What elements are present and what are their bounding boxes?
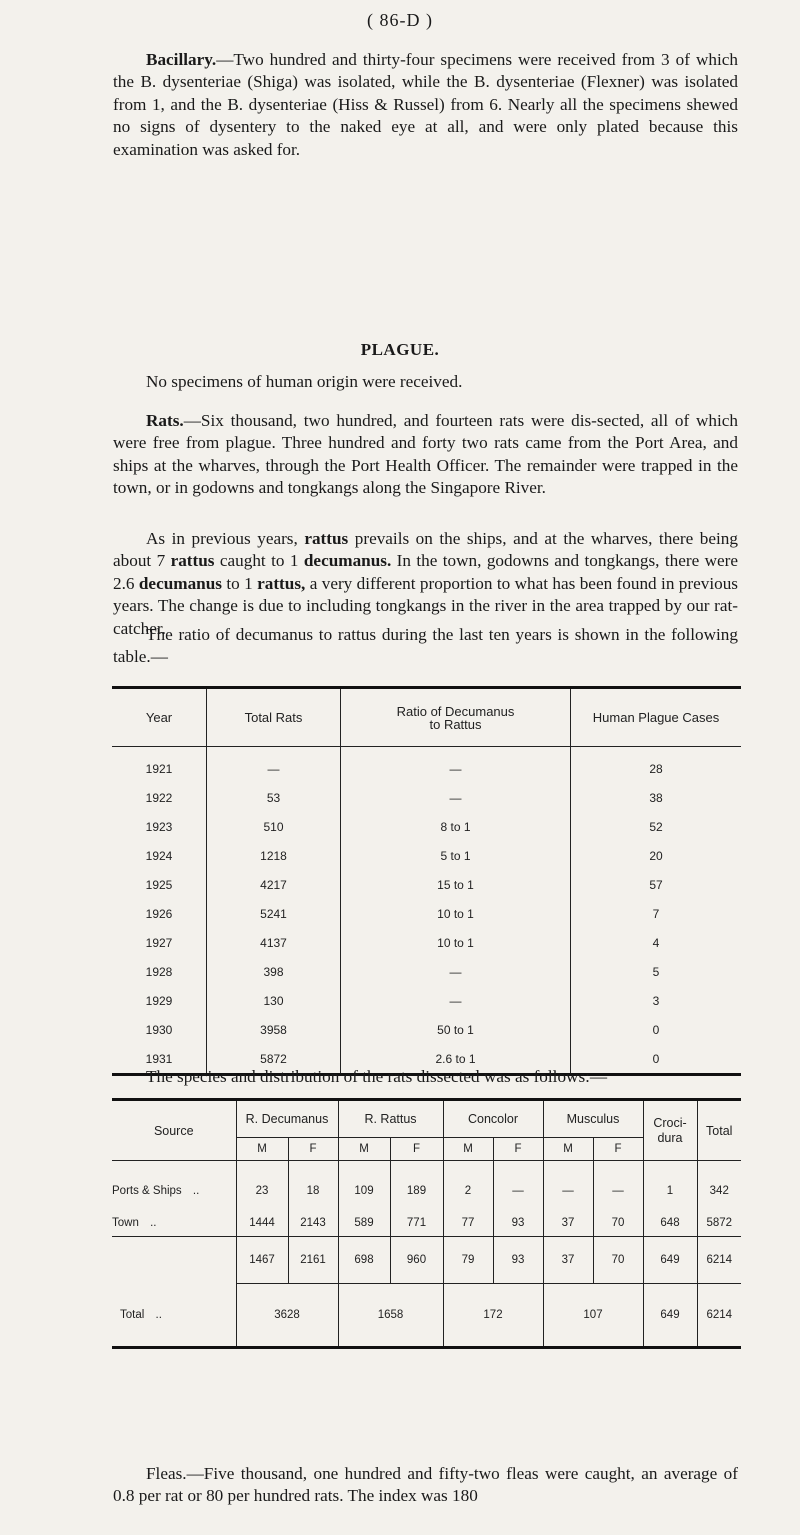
cell-total: 53 — [207, 783, 341, 812]
sub-m: M — [338, 1138, 390, 1161]
col-decumanus: R. Decumanus — [236, 1100, 338, 1138]
rats-label: Rats. — [146, 411, 184, 430]
cell-cases: 57 — [571, 870, 742, 899]
cell-ratio: 15 to 1 — [341, 870, 571, 899]
table-row — [112, 783, 741, 812]
cell-total: 130 — [207, 986, 341, 1015]
text-run: caught to 1 — [214, 551, 304, 571]
table-row — [112, 841, 741, 870]
table-row — [112, 1015, 741, 1044]
cell-subtotal: 1467 — [236, 1237, 288, 1284]
sub-m: M — [543, 1138, 593, 1161]
cell-total-rattus: 1658 — [338, 1284, 443, 1348]
leader-dots: .. — [150, 1217, 157, 1229]
cell-year: 1931 — [145, 1051, 173, 1066]
fleas-label: Fleas. — [146, 1464, 187, 1483]
cell-ratio: — — [341, 986, 571, 1015]
table-row — [112, 1161, 741, 1211]
col-year: Year — [112, 688, 207, 747]
ratio-intro-paragraph: The ratio of decumanus to rattus during the last ten years is shown in the following table.— — [113, 625, 738, 667]
no-specimens-paragraph: No specimens of human origin were received. — [146, 372, 463, 391]
page-number: ( 86-D ) — [367, 10, 433, 30]
table-row — [112, 870, 741, 899]
cell-cases: 4 — [571, 928, 742, 957]
table-row — [112, 986, 741, 1015]
leader-dots: .. — [155, 1308, 162, 1321]
plague-heading: PLAGUE. — [360, 340, 440, 359]
source-label: Ports & Ships — [112, 1185, 182, 1197]
rats-text: —Six thousand, two hundred, and fourteen rats were dis-sected, all of which were free from plague. Three hundred and forty two rats came from the Port Area, and ships at the wharves, through the Port Health Officer. The remainder were trapped in the town, or in godowns and tongkangs along the Singapore River. — [113, 411, 738, 498]
cell-cases: 20 — [571, 841, 742, 870]
cell-source — [112, 1161, 236, 1211]
bacillary-text: —Two hundred and thirty-four specimens were received from 3 of which the B. dysenteriae (Shiga) was isolated, while the B. dysenteriae (Flexner) was isolated from 1, and the B. dysenteriae (Hiss & Russel) from 6. Nearly all the specimens shewed no signs of dysentery to the naked eye at all, and were only plated because this examination was asked for. — [113, 50, 738, 159]
cell-total: 3958 — [207, 1015, 341, 1044]
sub-f: F — [493, 1138, 543, 1161]
col-crocidura-label: Croci-dura — [653, 1115, 687, 1145]
col-ratio — [341, 688, 571, 747]
term-rattus: rattus — [304, 529, 349, 548]
cell-total: 4137 — [207, 928, 341, 957]
cell-ratio: — — [341, 747, 571, 784]
cell-ratio: — — [341, 957, 571, 986]
cell-ratio: 2.6 to 1 — [341, 1044, 571, 1075]
sub-f: F — [390, 1138, 443, 1161]
cell-value: 189 — [390, 1161, 443, 1211]
cell-subtotal: 79 — [443, 1237, 493, 1284]
source-label: Town — [112, 1217, 139, 1229]
cell-cases: 52 — [571, 812, 742, 841]
cell-total-concolor: 172 — [443, 1284, 543, 1348]
table-row — [112, 1210, 741, 1237]
col-ratio-label: Ratio of Decumanus to Rattus — [396, 703, 515, 732]
cell-total: 398 — [207, 957, 341, 986]
table-row — [112, 957, 741, 986]
cell-value: 589 — [338, 1210, 390, 1237]
cell-value: 70 — [593, 1210, 643, 1237]
cell-value: 5872 — [697, 1210, 741, 1237]
table-row — [112, 812, 741, 841]
ratio-table — [112, 686, 741, 1076]
table-row — [112, 928, 741, 957]
species-header-row — [112, 1100, 741, 1138]
text-run: As in previous years, — [146, 529, 305, 548]
cell-total: 5872 — [207, 1044, 341, 1075]
cell-ratio: — — [341, 783, 571, 812]
col-musculus: Musculus — [543, 1100, 643, 1138]
cell-value: 648 — [643, 1210, 697, 1237]
sub-f: F — [288, 1138, 338, 1161]
term-decumanus: decumanus. — [303, 551, 392, 571]
fleas-text: —Five thousand, one hundred and fifty-two fleas were caught, an average of 0.8 per rat or 80 per hundred rats. The index was 180 — [113, 1464, 738, 1506]
cell-value: 1 — [643, 1161, 697, 1211]
cell-cases: 3 — [571, 986, 742, 1015]
cell-value: 342 — [697, 1161, 741, 1211]
cell-value: 77 — [443, 1210, 493, 1237]
cell-value: 2 — [443, 1161, 493, 1211]
cell-cases: 7 — [571, 899, 742, 928]
species-table — [112, 1098, 741, 1349]
table-row — [112, 899, 741, 928]
cell-value: — — [593, 1161, 643, 1211]
cell-total: 4217 — [207, 870, 341, 899]
cell-value: — — [493, 1161, 543, 1211]
cell-total-label — [112, 1284, 236, 1348]
bacillary-label: Bacillary. — [146, 50, 217, 69]
leader-dots: .. — [192, 1185, 200, 1197]
cell-total: 1218 — [207, 841, 341, 870]
cell-subtotal: 37 — [543, 1237, 593, 1284]
cell-total-decumanus: 3628 — [236, 1284, 338, 1348]
cell-total: — — [207, 747, 341, 784]
col-concolor: Concolor — [443, 1100, 543, 1138]
cell-value: 93 — [493, 1210, 543, 1237]
cell-total-musculus: 107 — [543, 1284, 643, 1348]
cell-year: 1930 — [145, 1022, 173, 1037]
cell-subtotal: 70 — [593, 1237, 643, 1284]
cell-ratio: 50 to 1 — [341, 1015, 571, 1044]
cell-cases: 0 — [571, 1015, 742, 1044]
cell-value: 23 — [236, 1161, 288, 1211]
term-rattus: rattus — [170, 551, 215, 571]
cell-ratio: 8 to 1 — [341, 812, 571, 841]
cell-value: 37 — [543, 1210, 593, 1237]
cell-cases: 0 — [571, 1044, 742, 1075]
cell-total: 510 — [207, 812, 341, 841]
cell-subtotal: 2161 — [288, 1237, 338, 1284]
bacillary-paragraph — [113, 49, 738, 161]
subtotal-blank — [112, 1237, 236, 1284]
cell-subtotal: 960 — [390, 1237, 443, 1284]
term-decumanus: decumanus — [138, 573, 222, 593]
col-crocidura — [643, 1100, 697, 1161]
cell-value: — — [543, 1161, 593, 1211]
rats-paragraph — [113, 410, 738, 500]
sub-f: F — [593, 1138, 643, 1161]
cell-year: 1926 — [145, 906, 173, 921]
cell-value: 771 — [390, 1210, 443, 1237]
text-run: a very different proportion to what has been found in previous years. The change is due to including tongkangs in the river in the area trapped by our rat-catcher. — [113, 573, 738, 638]
sub-m: M — [236, 1138, 288, 1161]
table-row — [112, 747, 741, 784]
cell-subtotal: 6214 — [697, 1237, 741, 1284]
cell-cases: 5 — [571, 957, 742, 986]
text-run: prevails on the ships, and at the wharves, there being about 7 — [113, 529, 738, 571]
text-run: to 1 — [221, 573, 258, 593]
ratio-table-header — [112, 688, 741, 747]
cell-cases: 28 — [571, 747, 742, 784]
total-row — [112, 1284, 741, 1348]
total-label: Total — [120, 1308, 145, 1321]
cell-ratio: 5 to 1 — [341, 841, 571, 870]
cell-subtotal: 698 — [338, 1237, 390, 1284]
cell-year: 1923 — [145, 819, 173, 834]
col-total-rats: Total Rats — [207, 688, 341, 747]
col-plague-cases: Human Plague Cases — [571, 688, 742, 747]
subtotal-row — [112, 1237, 741, 1284]
cell-year: 1922 — [145, 790, 173, 805]
cell-year: 1927 — [145, 935, 173, 950]
col-total: Total — [697, 1100, 741, 1161]
cell-year: 1928 — [145, 964, 173, 979]
cell-value: 2143 — [288, 1210, 338, 1237]
cell-cases: 38 — [571, 783, 742, 812]
fleas-paragraph — [113, 1463, 738, 1508]
sub-m: M — [443, 1138, 493, 1161]
species-intro-paragraph: The species and distribution of the rats dissected was as follows:— — [146, 1067, 608, 1086]
cell-subtotal: 649 — [643, 1237, 697, 1284]
cell-source — [112, 1210, 236, 1237]
cell-value: 18 — [288, 1161, 338, 1211]
cell-subtotal: 93 — [493, 1237, 543, 1284]
cell-value: 1444 — [236, 1210, 288, 1237]
cell-ratio: 10 to 1 — [341, 928, 571, 957]
cell-ratio: 10 to 1 — [341, 899, 571, 928]
col-rattus: R. Rattus — [338, 1100, 443, 1138]
cell-year: 1929 — [145, 993, 173, 1008]
col-source: Source — [112, 1100, 236, 1161]
cell-year: 1924 — [145, 848, 173, 863]
cell-year: 1921 — [145, 761, 173, 776]
cell-total-all: 6214 — [697, 1284, 741, 1348]
text-run: In the town, godowns and tongkangs, there were 2.6 — [113, 551, 739, 593]
cell-total-crocidura: 649 — [643, 1284, 697, 1348]
cell-value: 109 — [338, 1161, 390, 1211]
cell-year: 1925 — [145, 877, 173, 892]
term-rattus: rattus, — [257, 573, 306, 593]
cell-total: 5241 — [207, 899, 341, 928]
